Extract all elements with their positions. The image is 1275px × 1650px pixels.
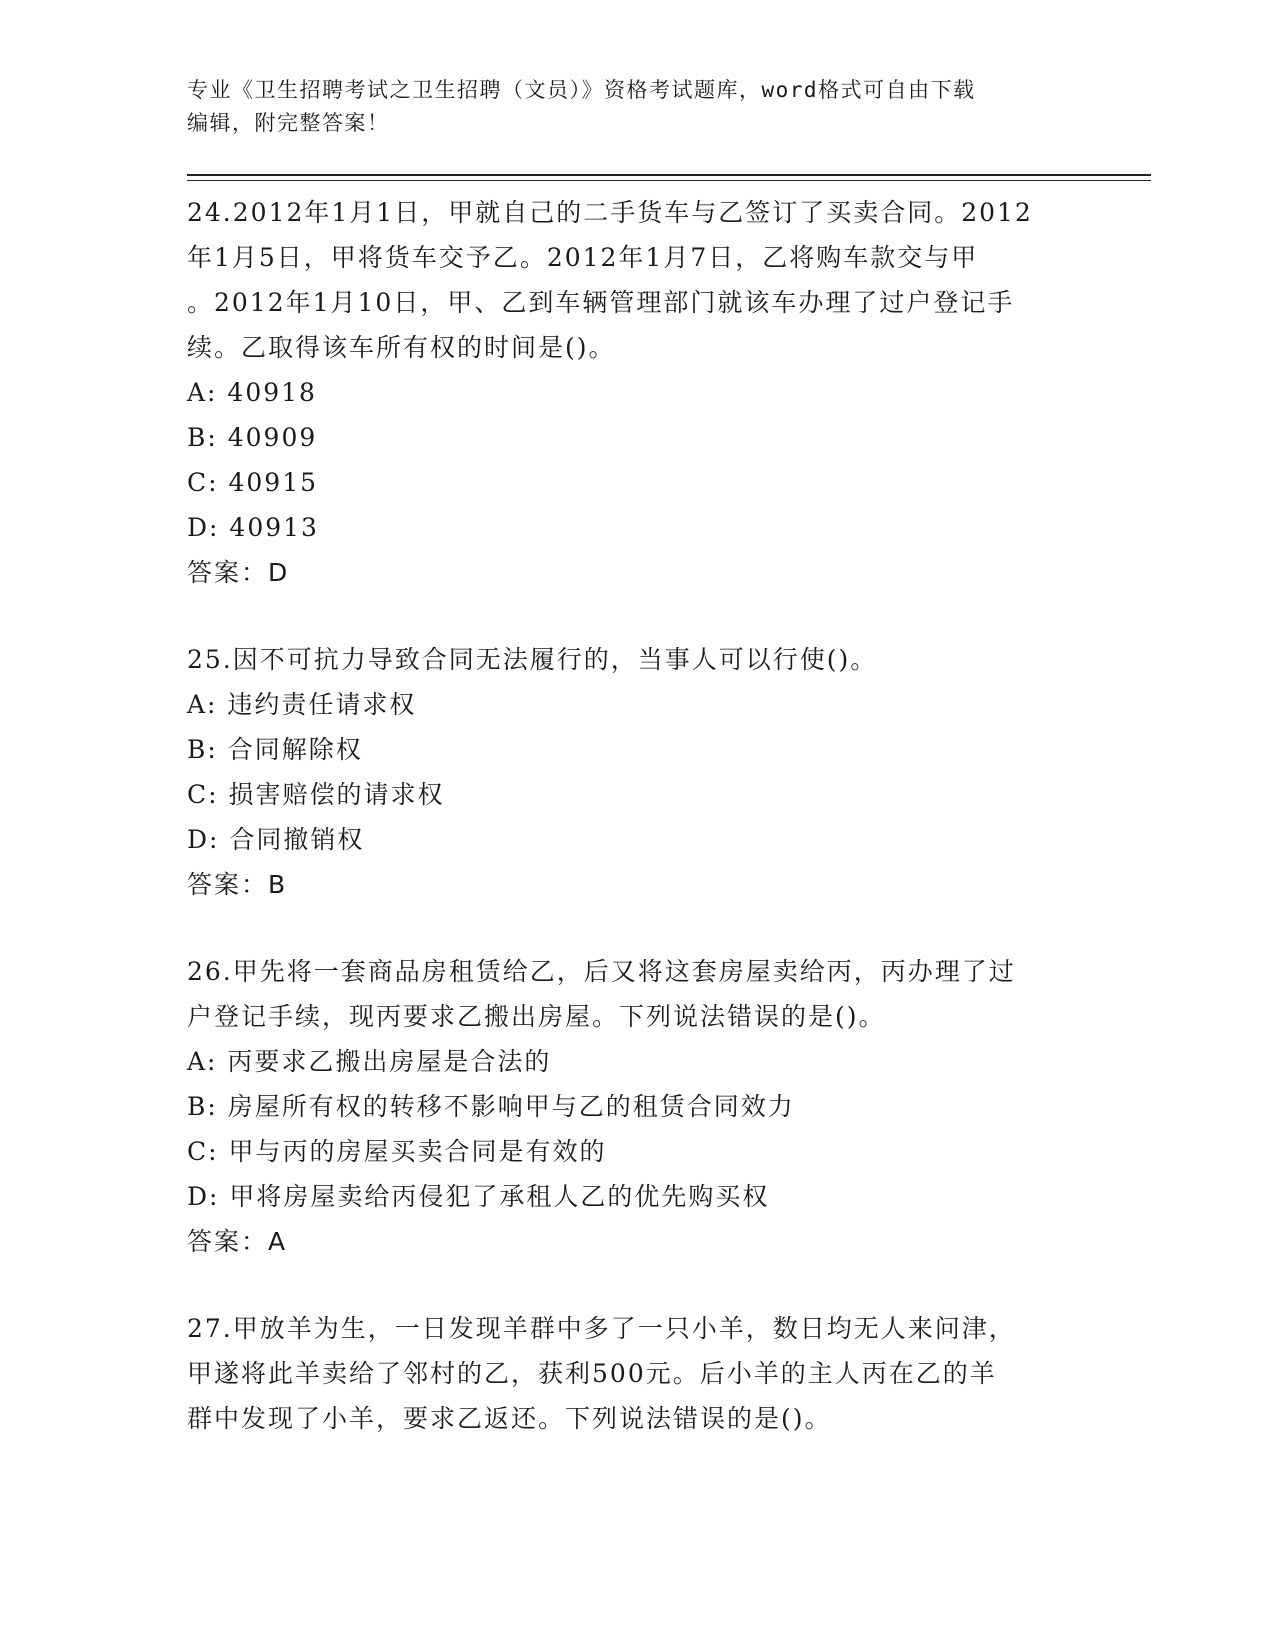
answer-line: 答案：B [187,870,288,899]
option-b: B: 合同解除权 [187,735,363,764]
option-a: A: 违约责任请求权 [187,690,417,719]
question-text-line: 24.2012年1月1日，甲就自己的二手货车与乙签订了买卖合同。2012 [187,198,1033,227]
question-text-line: 续。乙取得该车所有权的时间是()。 [187,333,616,362]
question-text-line: 年1月5日，甲将货车交予乙。2012年1月7日，乙将购车款交与甲 [187,243,979,272]
header-divider-thick [187,174,1151,176]
question-text-line: 户登记手续，现丙要求乙搬出房屋。下列说法错误的是()。 [187,1002,886,1031]
question-list [187,190,1087,1483]
option-c: C: 甲与丙的房屋买卖合同是有效的 [187,1137,607,1166]
header-line: 编辑，附完整答案！ [187,111,390,135]
option-d: D: 合同撤销权 [187,825,365,854]
option-d: D: 40913 [187,513,319,542]
option-c: C: 损害赔偿的请求权 [187,780,445,809]
question-text-line: 。2012年1月10日，甲、乙到车辆管理部门就该车办理了过户登记手 [187,288,1015,317]
question-text-line: 26.甲先将一套商品房租赁给乙，后又将这套房屋卖给丙，丙办理了过 [187,957,1016,986]
question-24 [187,190,1087,595]
option-a: A: 40918 [187,378,317,407]
question-text-line: 甲遂将此羊卖给了邻村的乙，获利500元。后小羊的主人丙在乙的羊 [187,1359,997,1388]
question-25 [187,637,1087,907]
option-a: A: 丙要求乙搬出房屋是合法的 [187,1047,552,1076]
answer-line: 答案：A [187,1227,288,1256]
header-line: 专业《卫生招聘考试之卫生招聘（文员）》资格考试题库，word格式可自由下载 [187,78,976,102]
option-c: C: 40915 [187,468,319,497]
question-26 [187,949,1087,1264]
option-d: D: 甲将房屋卖给丙侵犯了承租人乙的优先购买权 [187,1182,770,1211]
option-b: B: 房屋所有权的转移不影响甲与乙的租赁合同效力 [187,1092,795,1121]
question-text-line: 27.甲放羊为生，一日发现羊群中多了一只小羊，数日均无人来问津， [187,1314,1016,1343]
header-divider-thin [187,180,1151,181]
document-header [187,74,1087,140]
question-text-line: 群中发现了小羊，要求乙返还。下列说法错误的是()。 [187,1404,832,1433]
answer-line: 答案：D [187,558,290,587]
question-27 [187,1306,1087,1441]
option-b: B: 40909 [187,423,318,452]
question-text-line: 25.因不可抗力导致合同无法履行的，当事人可以行使()。 [187,645,878,674]
